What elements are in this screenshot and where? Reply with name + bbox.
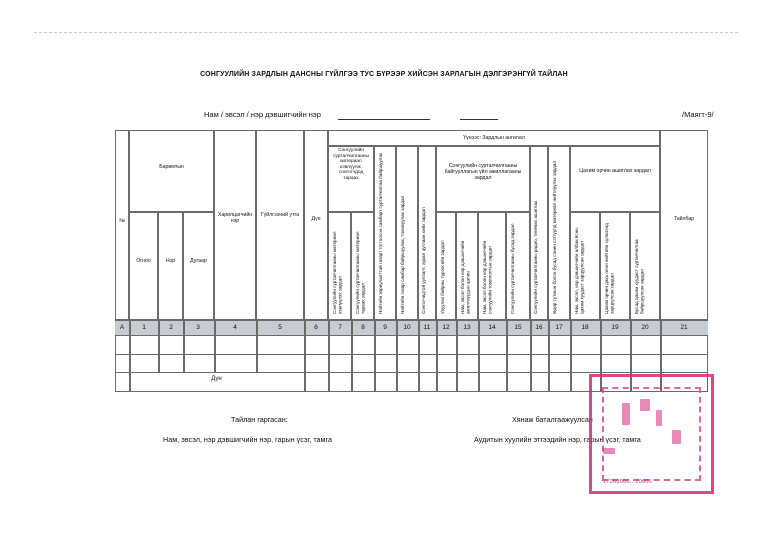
date-blank (460, 119, 498, 120)
header-category-label: Үүнээс: Зардлын ангилал (463, 135, 525, 141)
col-num: 16 (535, 324, 543, 331)
stamp-ink (672, 430, 681, 444)
page-top-divider (34, 32, 738, 33)
header-col-10-label: Нийтийн газар самбар байршуулах, тохижуулах зардал (400, 195, 405, 314)
stamp-number: 17260000...10606 (603, 479, 653, 485)
header-col-7-label: Сонгуулийн сурталчилгааны материал хэвлүүлэх зардал (332, 231, 343, 314)
col-num: 14 (488, 324, 496, 331)
header-ner-label: Нэр (165, 258, 176, 264)
col-num: 21 (680, 324, 688, 331)
header-dun (304, 130, 328, 320)
col-num: 19 (611, 324, 619, 331)
header-col-20-label: Бусад цахим хуудаст сурталчилгаа байршуулсан зардал (634, 239, 645, 314)
prepared-by-title: Тайлан гаргасан: (231, 415, 288, 424)
header-col-13-label: Нам, эвсэл болон нэр дэвшигчийн ажилтнуудын цалин (460, 240, 471, 314)
header-barimt-label: Баримтын (159, 164, 184, 170)
header-dun-label: Дүн (311, 216, 321, 222)
col-line (158, 320, 160, 372)
header-col-11-label: Сонгогчидтой уулзалт, хурал цуглаан хийх зардал (421, 207, 426, 314)
stamp-ink (640, 399, 650, 411)
header-group-digital-label: Цахим орчин ашиглах зардал (579, 168, 651, 174)
header-ner (158, 212, 183, 320)
stamp-ink (603, 448, 615, 454)
col-num: А (119, 324, 125, 331)
col-line (530, 320, 532, 392)
party-name-blank (338, 119, 430, 120)
col-num: 15 (514, 324, 522, 331)
col-line (351, 320, 353, 392)
audit-stamp (589, 374, 714, 494)
header-group-org-label: Сонгуулийн сурталчилгааны байгууллагын үйл ажиллагааны зардал (444, 163, 522, 182)
col-line (478, 320, 480, 392)
header-kharilcagch (214, 130, 256, 320)
header-tailbar (660, 130, 708, 320)
col-num: 8 (361, 324, 365, 331)
header-dugaar-label: Дугаар (190, 258, 207, 264)
header-guilgee (256, 130, 304, 320)
header-group-digital (570, 146, 660, 212)
row-line (115, 354, 708, 355)
header-col-18-label: Нам, эвсэл, нэр дэвшигчийн албан ёсны цахим хуудаст зарцуулсан зардал (574, 227, 585, 314)
col-num: 12 (442, 324, 450, 331)
header-ognoo-label: Огноо (136, 258, 151, 264)
col-num: 17 (555, 324, 563, 331)
verified-by-title: Хянаж баталгаажуулсан (512, 415, 593, 424)
header-ognoo (129, 212, 158, 320)
col-line (436, 320, 438, 392)
party-name-label: Нам / эвсэл / нэр дэвшигчийн нэр (204, 110, 321, 119)
header-no (115, 130, 129, 320)
col-line (418, 320, 420, 392)
form-code: /Маягт-9/ (682, 110, 714, 119)
header-col-9-label: Нийтийн зориулалттай газарт тогтоосон самбарт сурталчилгаа байршуулах (378, 152, 383, 314)
col-num: 9 (383, 324, 387, 331)
row-line (115, 372, 708, 373)
col-line (304, 320, 306, 392)
total-label: Дүн (211, 376, 222, 382)
col-num: 11 (423, 324, 431, 331)
stamp-ink (622, 403, 630, 425)
col-num: 3 (196, 324, 200, 331)
header-dugaar (183, 212, 214, 320)
col-line (570, 320, 572, 392)
col-num: 18 (581, 324, 589, 331)
col-line (374, 320, 376, 392)
col-num: 2 (169, 324, 173, 331)
col-line (256, 320, 258, 372)
col-line (328, 320, 330, 392)
col-num: 1 (142, 324, 146, 331)
header-kharilcagch-label: Харилцагчийн нэр (217, 212, 253, 225)
audit-stamp-inner (602, 387, 701, 481)
header-col-12 (436, 212, 456, 320)
col-num: 13 (463, 324, 471, 331)
col-num: 5 (278, 324, 282, 331)
stamp-ink (656, 410, 662, 426)
header-col-17-label: Өдөр тутмын болон бусад сонин сэтгүүлд материал нийтлүүлэх зардал (552, 160, 557, 314)
report-title: СОНГУУЛИЙН ЗАРДЛЫН ДАНСНЫ ГҮЙЛГЭЭ ТУС БҮРЭЭР ХИЙСЭН ЗАРЛАГЫН ДЭЛГЭРЭНГҮЙ ТАЙЛАН (200, 71, 568, 78)
col-line (456, 320, 458, 392)
col-line (214, 320, 216, 372)
header-col-19-label: Цахим орчин дахь олон нийтийн сүлжээнд зарцуулсан зардал (604, 223, 615, 314)
col-num: 6 (314, 324, 318, 331)
header-col-16-label: Сонгуулийн сурталчилгааны радио, телевиз ашиглах (533, 200, 538, 314)
row-line (115, 320, 708, 321)
header-barimt (129, 130, 214, 212)
header-col-15-label: Сонгуулийн сурталчилгааны бусад зардал (510, 223, 515, 314)
col-line (396, 320, 398, 392)
col-line (506, 320, 508, 392)
header-col-8-label: Сонгуулийн сурталчилгааны материал тараах зардал (355, 231, 366, 314)
header-guilgee-label: Гүйлгээний утга (260, 212, 300, 218)
col-num: 20 (641, 324, 649, 331)
col-num: 7 (338, 324, 342, 331)
col-line (548, 320, 550, 392)
col-line (183, 320, 185, 372)
header-no-label: № (119, 218, 125, 224)
col-num: 10 (403, 324, 411, 331)
verified-by-subtitle: Аудитын хуулийн этгээдийн нэр, гарын үсэг, тамга (474, 435, 641, 444)
header-col-14-label: Нам, эвсэл болон нэр дэвшигчийн сонгуулийн томилолтын зардал (482, 240, 493, 314)
header-tailbar-label: Тайлбар (673, 216, 695, 222)
header-group-materials-label: Сонгуулийн сурталчилгааны материал хэвлүүлж, сонгогчдод тараах (333, 148, 369, 181)
prepared-by-subtitle: Нам, эвсэл, нэр дэвшигчийн нэр, гарын үсэг, тамга (163, 435, 332, 444)
header-col-12-label: Ухуулах байрны түрээсийн зардал (440, 240, 445, 314)
row-line (115, 335, 708, 336)
col-num: 4 (233, 324, 237, 331)
